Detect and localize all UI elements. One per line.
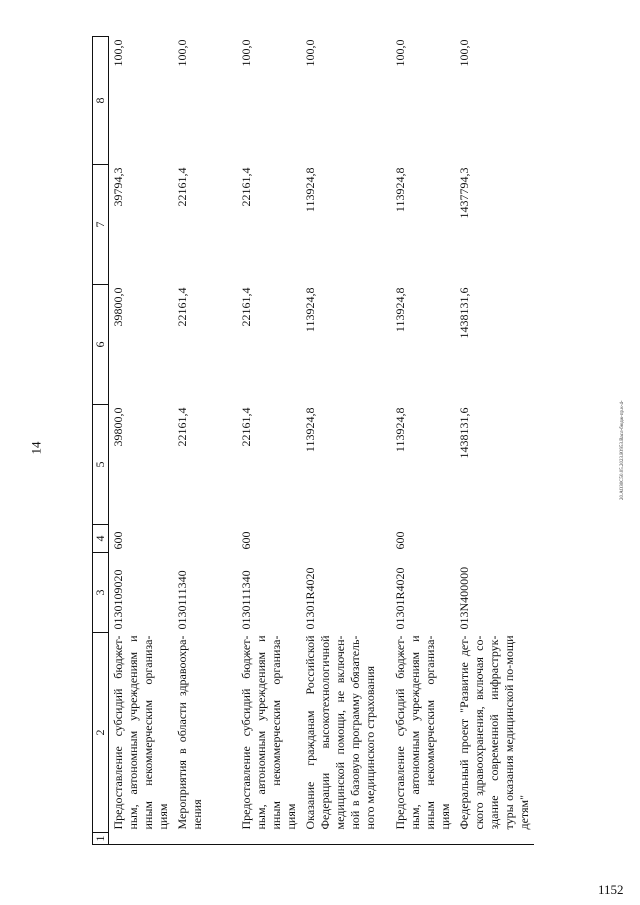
cell-vr [301,525,391,553]
cell-value-7: 22161,4 [239,167,253,207]
cell-name: Предоставление субсидий бюджет-ным, автономным учреждениям и иным некоммерческим организа-циям [239,635,298,830]
cell-value-8: 100,0 [175,39,189,67]
cell-value-8: 100,0 [457,39,471,67]
table-row [237,37,301,845]
cell-value-6: 22161,4 [239,287,253,327]
page-number-bottom: 1152 [598,882,624,897]
cell-name: Оказание гражданам Российской Федерации высокотехнологичной медицинской помощи, не включен-ной в базовую программу обязатель-ного медицинского страхования [303,635,377,830]
table-row [173,37,237,845]
header-col-8: 8 [93,37,109,165]
cell-value-6: 1438131,6 [457,287,471,339]
header-col-2: 2 [93,633,109,833]
cell-code: 0130111340 [175,570,189,630]
cell-value-5: 39800,0 [111,407,125,447]
cell-value-6: 39800,0 [111,287,125,327]
cell-value-6: 113924,8 [393,287,407,333]
cell-value-7: 1437794,3 [457,167,471,219]
cell-col-1 [391,833,455,845]
cell-vr: 600 [239,531,253,550]
cell-value-5: 22161,4 [175,407,189,447]
header-col-4: 4 [93,525,109,553]
cell-value-6: 113924,8 [303,287,317,333]
header-row [93,37,109,845]
cell-vr [455,525,534,553]
cell-col-1 [301,833,391,845]
cell-value-5: 22161,4 [239,407,253,447]
cell-vr: 600 [393,531,407,550]
header-col-6: 6 [93,285,109,405]
cell-code: 0130109020 [111,569,125,630]
cell-name: Предоставление субсидий бюджет-ным, автономным учреждениям и иным некоммерческим организа-циям [393,635,452,830]
cell-value-8: 100,0 [239,39,253,67]
page-number-top: 14 [28,441,44,455]
cell-vr: 600 [111,531,125,550]
budget-table-container [92,37,531,845]
cell-value-8: 100,0 [393,39,407,67]
cell-value-5: 113924,8 [303,407,317,453]
cell-name: Федеральный проект "Развитие дет-ского здравоохранения, включая со-здание современной инфраструк-туры оказания медицинской по-мощи детям" [457,635,531,830]
table-row [301,37,391,845]
header-col-7: 7 [93,165,109,285]
header-col-1: 1 [93,833,109,845]
cell-col-1 [455,833,534,845]
budget-table [92,36,534,845]
cell-value-8: 100,0 [303,39,317,67]
table-row [109,37,174,845]
cell-vr [173,525,237,553]
cell-value-5: 113924,8 [393,407,407,453]
cell-value-8: 100,0 [111,39,125,67]
cell-col-1 [109,833,174,845]
footer-note: 20.АОЗ0С50.05.2023.Ю953.Васл-бюдж-пр.к-4- [620,400,625,500]
cell-value-6: 22161,4 [175,287,189,327]
cell-name: Мероприятия в области здравоохра-нения [175,635,204,830]
cell-col-1 [237,833,301,845]
header-col-5: 5 [93,405,109,525]
table-row [391,37,455,845]
cell-value-5: 1438131,6 [457,407,471,459]
cell-value-7: 39794,3 [111,167,125,207]
cell-col-1 [173,833,237,845]
cell-code: 0130111340 [239,570,253,630]
header-col-3: 3 [93,553,109,633]
cell-value-7: 113924,8 [303,167,317,213]
cell-code: 01301R4020 [303,567,317,630]
cell-value-7: 113924,8 [393,167,407,213]
table-row [455,37,534,845]
cell-code: 01301R4020 [393,567,407,630]
cell-code: 013N400000 [457,566,471,630]
cell-name: Предоставление субсидий бюджет-ным, автономным учреждениям и иным некоммерческим организа-циям [111,635,170,830]
cell-value-7: 22161,4 [175,167,189,207]
